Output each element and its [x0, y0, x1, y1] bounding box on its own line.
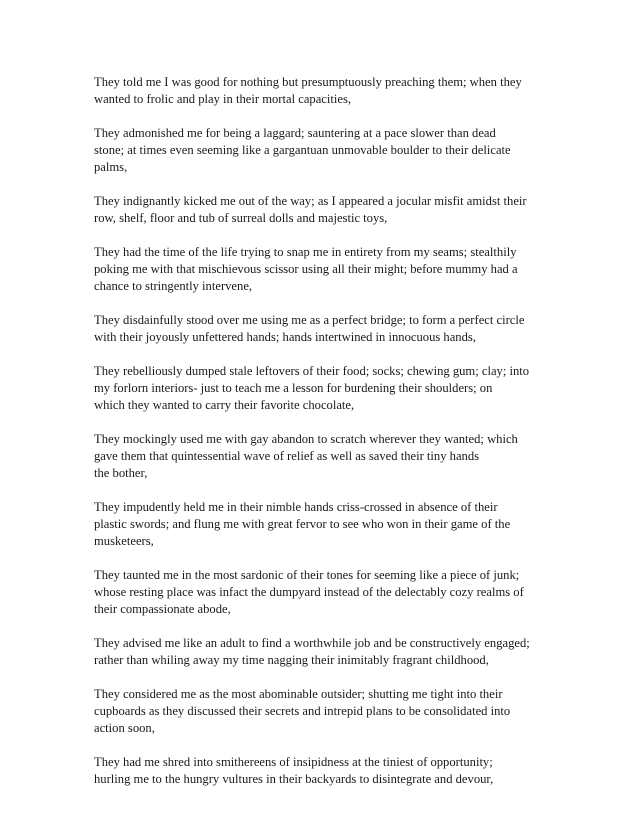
stanza-line: my forlorn interiors- just to teach me a lesson for burdening their shoulders; on	[94, 381, 493, 395]
stanza	[94, 567, 554, 618]
stanza-line: poking me with that mischievous scissor using all their might; before mummy had a	[94, 262, 518, 276]
stanza	[94, 125, 554, 176]
stanza-line: They told me I was good for nothing but presumptuously preaching them; when they	[94, 75, 522, 89]
stanza-line: with their joyously unfettered hands; hands intertwined in innocuous hands,	[94, 330, 476, 344]
stanza	[94, 431, 554, 482]
stanza-line: They rebelliously dumped stale leftovers of their food; socks; chewing gum; clay; into	[94, 364, 530, 378]
stanza	[94, 244, 554, 295]
stanza-line: rather than whiling away my time nagging their inimitably fragrant childhood,	[94, 653, 489, 667]
stanza	[94, 363, 554, 414]
stanza	[94, 193, 554, 227]
stanza	[94, 499, 554, 550]
stanza-line: hurling me to the hungry vultures in their backyards to disintegrate and devour,	[94, 772, 494, 786]
stanza-line: the bother,	[94, 466, 148, 480]
stanza-line: stone; at times even seeming like a gargantuan unmovable boulder to their delicate	[94, 143, 511, 157]
stanza-line: which they wanted to carry their favorite chocolate,	[94, 398, 355, 412]
stanza-line: They advised me like an adult to find a worthwhile job and be constructively engaged;	[94, 636, 530, 650]
stanza	[94, 754, 554, 788]
stanza-line: They indignantly kicked me out of the way; as I appeared a jocular misfit amidst their	[94, 194, 527, 208]
stanza-line: row, shelf, floor and tub of surreal dolls and majestic toys,	[94, 211, 388, 225]
stanza-line: They considered me as the most abominable outsider; shutting me tight into their	[94, 687, 503, 701]
stanza	[94, 635, 554, 669]
stanza-line: plastic swords; and flung me with great fervor to see who won in their game of the	[94, 517, 511, 531]
stanza-line: They had me shred into smithereens of insipidness at the tiniest of opportunity;	[94, 755, 493, 769]
stanza	[94, 312, 554, 346]
stanza-line: They admonished me for being a laggard; sauntering at a pace slower than dead	[94, 126, 496, 140]
stanza-line: musketeers,	[94, 534, 154, 548]
stanza	[94, 74, 554, 108]
stanza-line: gave them that quintessential wave of relief as well as saved their tiny hands	[94, 449, 480, 463]
stanza-line: They mockingly used me with gay abandon to scratch wherever they wanted; which	[94, 432, 518, 446]
stanza-line: They taunted me in the most sardonic of their tones for seeming like a piece of junk;	[94, 568, 520, 582]
stanza-line: chance to stringently intervene,	[94, 279, 253, 293]
stanza	[94, 686, 554, 737]
stanza-line: whose resting place was infact the dumpyard instead of the delectably cozy realms of	[94, 585, 524, 599]
stanza-line: They impudently held me in their nimble hands criss-crossed in absence of their	[94, 500, 498, 514]
stanza-line: They disdainfully stood over me using me as a perfect bridge; to form a perfect circle	[94, 313, 525, 327]
stanza-line: palms,	[94, 160, 128, 174]
stanza-line: action soon,	[94, 721, 155, 735]
stanza-line: cupboards as they discussed their secrets and intrepid plans to be consolidated into	[94, 704, 511, 718]
stanza-line: wanted to frolic and play in their mortal capacities,	[94, 92, 352, 106]
stanza-line: their compassionate abode,	[94, 602, 231, 616]
stanza-line: They had the time of the life trying to snap me in entirety from my seams; stealthily	[94, 245, 517, 259]
poem-body	[94, 74, 554, 788]
